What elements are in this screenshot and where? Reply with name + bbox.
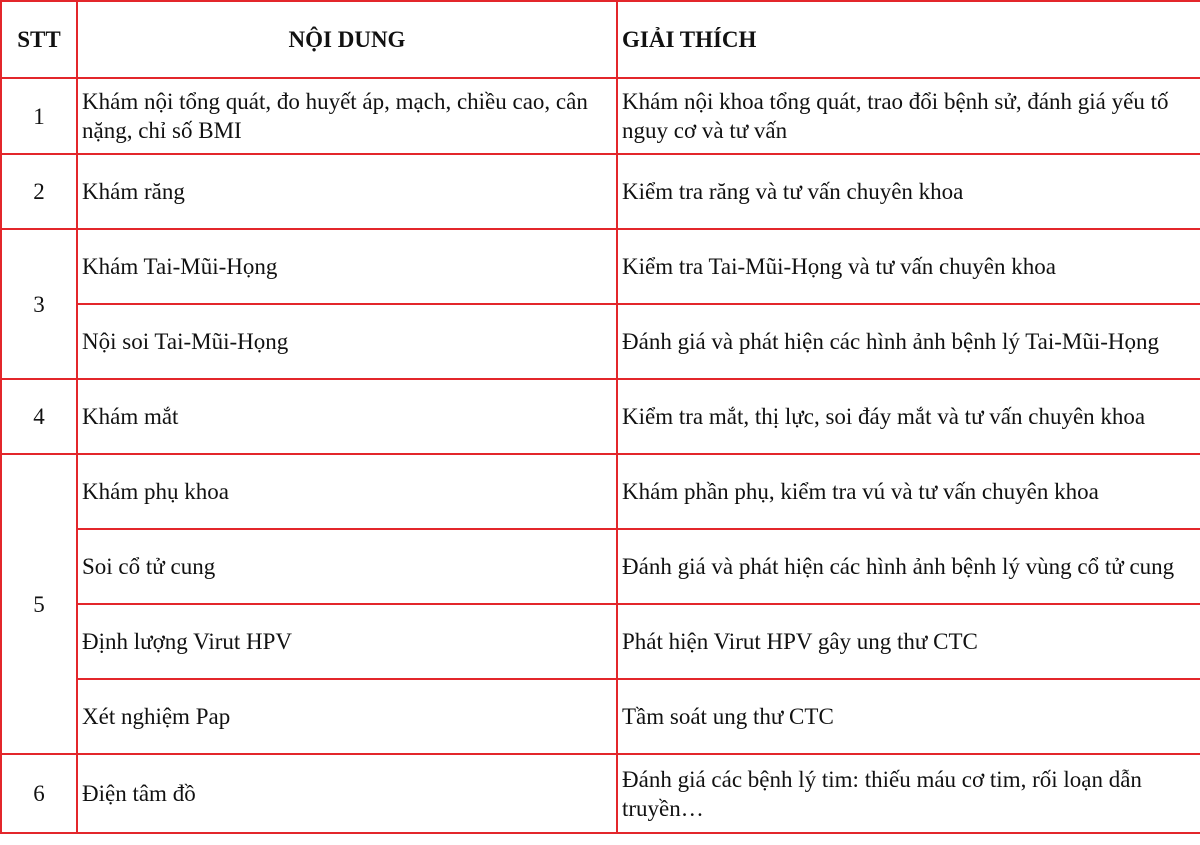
content-cell: Nội soi Tai-Mũi-Họng [77,304,617,379]
content-cell: Khám mắt [77,379,617,454]
header-row [1,1,1200,78]
explain-cell: Khám phần phụ, kiểm tra vú và tư vấn chuyên khoa [617,454,1200,529]
explain-cell: Khám nội khoa tổng quát, trao đổi bệnh sử, đánh giá yếu tố nguy cơ và tư vấn [617,78,1200,154]
content-cell: Điện tâm đồ [77,754,617,833]
stt-cell: 3 [1,229,77,379]
table-row [1,154,1200,229]
explain-cell: Kiểm tra mắt, thị lực, soi đáy mắt và tư vấn chuyên khoa [617,379,1200,454]
content-cell: Khám răng [77,154,617,229]
table-row [1,679,1200,754]
content-cell: Khám Tai-Mũi-Họng [77,229,617,304]
table-row [1,229,1200,304]
stt-cell: 2 [1,154,77,229]
explain-cell: Phát hiện Virut HPV gây ung thư CTC [617,604,1200,679]
content-cell: Soi cổ tử cung [77,529,617,604]
explain-cell: Đánh giá và phát hiện các hình ảnh bệnh lý vùng cổ tử cung [617,529,1200,604]
stt-cell: 4 [1,379,77,454]
stt-cell: 1 [1,78,77,154]
table-row [1,604,1200,679]
table-row [1,454,1200,529]
explain-cell: Kiểm tra răng và tư vấn chuyên khoa [617,154,1200,229]
explain-cell: Tầm soát ung thư CTC [617,679,1200,754]
table-row [1,78,1200,154]
content-cell: Định lượng Virut HPV [77,604,617,679]
explain-cell: Đánh giá và phát hiện các hình ảnh bệnh lý Tai-Mũi-Họng [617,304,1200,379]
header-explain: GIẢI THÍCH [617,1,1200,78]
stt-cell: 6 [1,754,77,833]
table-row [1,379,1200,454]
header-stt: STT [1,1,77,78]
header-content: NỘI DUNG [77,1,617,78]
table-row [1,754,1200,833]
explain-cell: Kiểm tra Tai-Mũi-Họng và tư vấn chuyên khoa [617,229,1200,304]
explain-cell: Đánh giá các bệnh lý tim: thiếu máu cơ tim, rối loạn dẫn truyền… [617,754,1200,833]
table-row [1,529,1200,604]
table-row [1,304,1200,379]
content-cell: Xét nghiệm Pap [77,679,617,754]
content-cell: Khám phụ khoa [77,454,617,529]
content-cell: Khám nội tổng quát, đo huyết áp, mạch, chiều cao, cân nặng, chỉ số BMI [77,78,617,154]
stt-cell: 5 [1,454,77,754]
